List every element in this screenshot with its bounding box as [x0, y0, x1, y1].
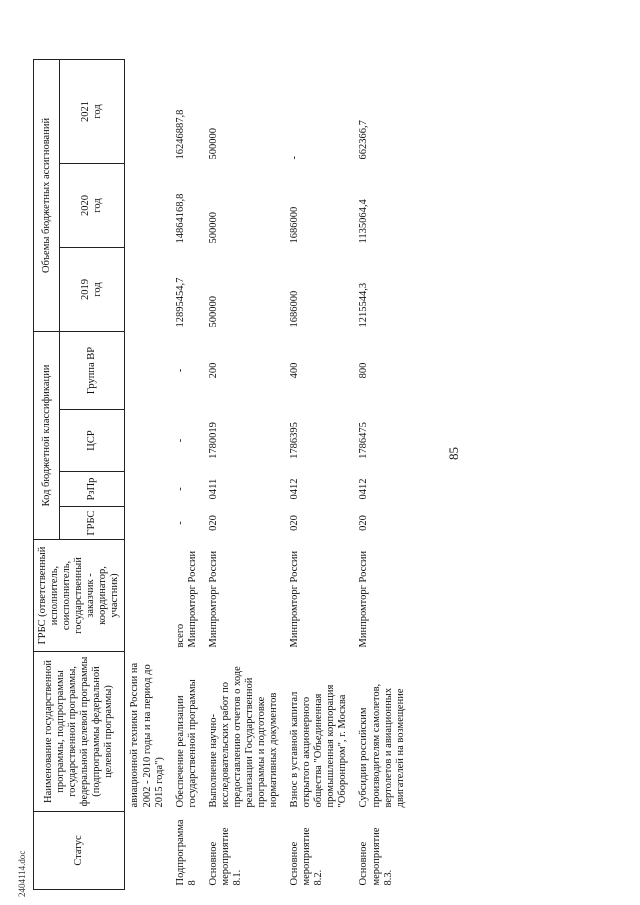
header-volumes: Объемы бюджетных ассигнований	[34, 59, 60, 331]
document-code: 2404114.doc	[17, 850, 27, 897]
row-status: Подпрограмма 8	[174, 819, 198, 886]
row-value-2019: 1215544,3	[358, 282, 370, 328]
row-code-vr: 400	[289, 362, 301, 379]
row-code-rzpr: 0412	[358, 478, 370, 500]
row-code-grbs: 020	[289, 515, 301, 531]
row-code-csr: 1780019	[207, 422, 219, 459]
table-row	[203, 59, 284, 889]
table-row	[353, 59, 410, 889]
row-name: Взнос в уставной капитал открытого акционерного общества "Объединенная промышленная корпорация "Оборонпром", г. Москва	[289, 684, 349, 808]
row-code-csr: 1786395	[289, 422, 301, 459]
table-row	[284, 59, 353, 889]
row-name: Выполнение научно-исследовательских работ по предоставлению отчетов о ходе реализации Государственной программы и подготовке нормативных документов	[207, 666, 280, 808]
table-row	[170, 59, 203, 889]
row-grbs: Минпромторг России	[358, 550, 370, 648]
budget-table	[33, 59, 411, 890]
row-code-grbs: 020	[358, 515, 370, 531]
row-value-2020: 1686000	[289, 206, 301, 244]
row-code-rzpr: -	[174, 487, 186, 491]
row-code-rzpr: 0411	[207, 478, 219, 500]
header-code-vr: Группа ВР	[60, 331, 125, 409]
row-value-2021: 662366,7	[358, 120, 370, 160]
row-value-2020: 500000	[207, 211, 219, 244]
continuation-row	[125, 59, 170, 889]
row-code-grbs: -	[174, 521, 186, 525]
row-code-rzpr: 0412	[289, 478, 301, 500]
row-status: Основное мероприятие 8.3.	[358, 827, 394, 886]
header-year-2021: 2021 год	[60, 59, 125, 163]
row-status: Основное мероприятие 8.1.	[207, 827, 243, 886]
row-name: Обеспечение реализации государственной программы	[174, 679, 198, 808]
header-code-grbs: ГРБС	[60, 507, 125, 540]
header-grbs: ГРБС (ответственный исполнитель, соисполнитель, государственный заказчик - координатор, участник)	[34, 540, 125, 652]
continuation-text: авиационной техники России на 2002 - 2010 годы и на период до 2015 года")	[129, 662, 165, 808]
row-value-2019: 500000	[207, 295, 219, 328]
row-code-grbs: 020	[207, 515, 219, 531]
row-grbs: Минпромторг России	[289, 550, 301, 648]
header-status: Статус	[34, 812, 125, 890]
header-name: Наименование государственной программы, подпрограммы государственной программы, федеральной целевой программы (подпрограммы федеральной целевой программы)	[34, 652, 125, 812]
row-grbs: Минпромторг России	[207, 550, 219, 648]
row-value-2021: 16246887,8	[174, 109, 186, 160]
row-code-vr: -	[174, 368, 186, 373]
row-code-vr: 800	[358, 362, 370, 379]
row-name: Субсидии российским производителям самолетов, вертолетов и авиационных двигателей на возмещение	[358, 683, 406, 808]
row-value-2019: 1686000	[289, 290, 301, 328]
row-value-2021: 500000	[207, 127, 219, 160]
header-budget-code: Код бюджетной классификации	[34, 331, 60, 539]
row-code-vr: 200	[207, 362, 219, 379]
page-number: 85	[446, 447, 461, 460]
table-header-row	[34, 59, 60, 889]
row-value-2020: 14864168,8	[174, 193, 186, 244]
row-code-csr: -	[174, 438, 186, 443]
row-value-2019: 12895454,7	[174, 277, 186, 328]
row-code-csr: 1786475	[358, 422, 370, 459]
header-code-csr: ЦСР	[60, 410, 125, 472]
header-year-2019: 2019 год	[60, 247, 125, 331]
header-year-2020: 2020 год	[60, 163, 125, 247]
row-status: Основное мероприятие 8.2.	[289, 827, 325, 886]
row-value-2020: 1135064,4	[358, 199, 370, 244]
row-grbs: всего Минпромторг России	[174, 550, 198, 648]
row-value-2021: -	[289, 155, 301, 160]
header-code-rzpr: РзПр	[60, 472, 125, 507]
